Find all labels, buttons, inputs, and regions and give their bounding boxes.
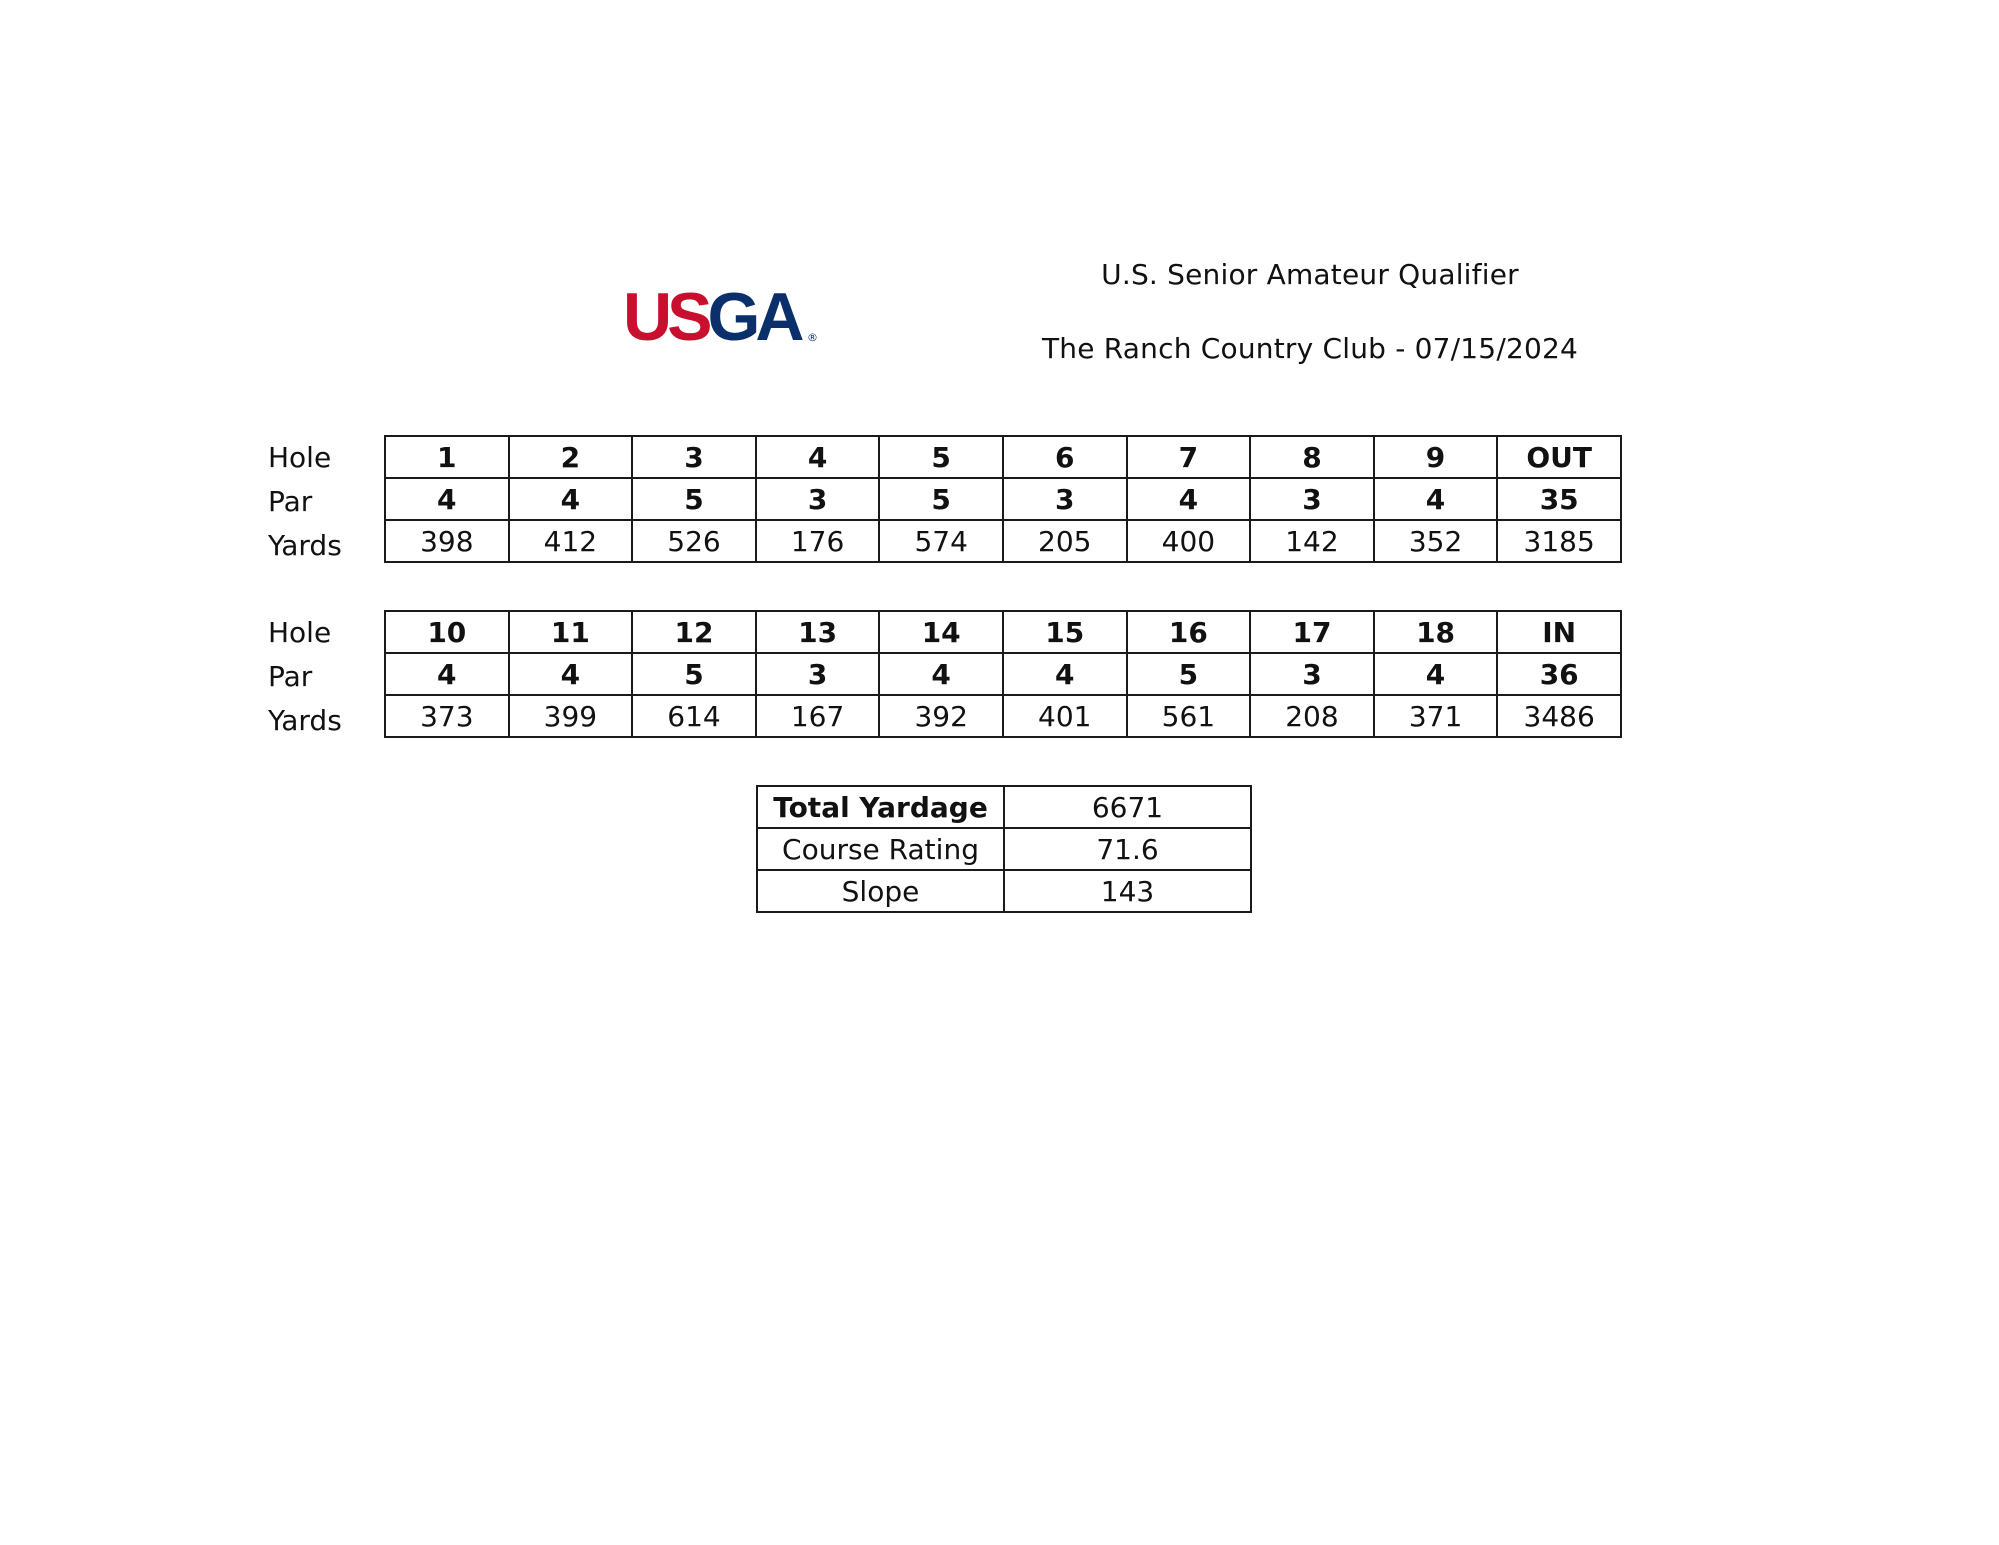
yards-value: 401	[1003, 695, 1127, 737]
par-value: 4	[385, 653, 509, 695]
back-yards-label: Yards	[268, 704, 342, 737]
yards-value: 398	[385, 520, 509, 562]
par-value: 4	[1127, 478, 1251, 520]
yards-value: 574	[879, 520, 1003, 562]
hole-number: 13	[756, 611, 880, 653]
par-value: 3	[756, 653, 880, 695]
par-value: 4	[385, 478, 509, 520]
hole-number: 10	[385, 611, 509, 653]
back-par-row	[385, 653, 1621, 695]
hole-number: 1	[385, 436, 509, 478]
par-value: 5	[632, 478, 756, 520]
yards-value: 373	[385, 695, 509, 737]
course-summary-table	[756, 785, 1252, 913]
front-par-row	[385, 478, 1621, 520]
usga-logo	[623, 278, 823, 358]
summary-row-course-rating	[757, 828, 1251, 870]
yards-value: 208	[1250, 695, 1374, 737]
hole-number: 8	[1250, 436, 1374, 478]
yards-value: 399	[509, 695, 633, 737]
usga-logo-image	[623, 278, 823, 358]
hole-number: 4	[756, 436, 880, 478]
hole-number: 7	[1127, 436, 1251, 478]
summary-row-total-yardage	[757, 786, 1251, 828]
hole-number: 17	[1250, 611, 1374, 653]
hole-number: 9	[1374, 436, 1498, 478]
par-value: 5	[632, 653, 756, 695]
hole-number: 12	[632, 611, 756, 653]
yards-value: 412	[509, 520, 633, 562]
yards-value: 352	[1374, 520, 1498, 562]
in-yards-total: 3486	[1497, 695, 1621, 737]
yards-value: 614	[632, 695, 756, 737]
hole-number: 6	[1003, 436, 1127, 478]
yards-value: 371	[1374, 695, 1498, 737]
par-value: 4	[509, 653, 633, 695]
back-hole-label: Hole	[268, 616, 332, 649]
front-par-label: Par	[268, 485, 313, 518]
par-value: 4	[1003, 653, 1127, 695]
front-yards-label: Yards	[268, 529, 342, 562]
hole-number: 5	[879, 436, 1003, 478]
yards-value: 400	[1127, 520, 1251, 562]
par-value: 4	[1374, 478, 1498, 520]
summary-row-slope	[757, 870, 1251, 912]
total-yardage-value: 6671	[1004, 786, 1251, 828]
back-hole-row	[385, 611, 1621, 653]
par-value: 5	[1127, 653, 1251, 695]
out-yards-total: 3185	[1497, 520, 1621, 562]
par-value: 3	[1003, 478, 1127, 520]
yards-value: 561	[1127, 695, 1251, 737]
front-hole-row	[385, 436, 1621, 478]
back-nine-table	[384, 610, 1622, 738]
slope-label: Slope	[757, 870, 1004, 912]
hole-number: 14	[879, 611, 1003, 653]
event-title: U.S. Senior Amateur Qualifier	[1101, 258, 1519, 291]
hole-number: 16	[1127, 611, 1251, 653]
course-rating-value: 71.6	[1004, 828, 1251, 870]
out-par-total: 35	[1497, 478, 1621, 520]
front-hole-label: Hole	[268, 441, 332, 474]
usga-logo-text	[623, 279, 803, 355]
front-yards-row	[385, 520, 1621, 562]
par-value: 3	[1250, 478, 1374, 520]
in-label: IN	[1497, 611, 1621, 653]
par-value: 4	[1374, 653, 1498, 695]
usga-logo-ga: GA	[707, 279, 800, 355]
front-nine-table	[384, 435, 1622, 563]
in-par-total: 36	[1497, 653, 1621, 695]
course-and-date: The Ranch Country Club - 07/15/2024	[1041, 332, 1579, 365]
hole-number: 15	[1003, 611, 1127, 653]
back-yards-row	[385, 695, 1621, 737]
total-yardage-label: Total Yardage	[757, 786, 1004, 828]
out-label: OUT	[1497, 436, 1621, 478]
slope-value: 143	[1004, 870, 1251, 912]
hole-number: 11	[509, 611, 633, 653]
yards-value: 526	[632, 520, 756, 562]
hole-number: 18	[1374, 611, 1498, 653]
par-value: 3	[1250, 653, 1374, 695]
par-value: 4	[509, 478, 633, 520]
registered-mark: ®	[807, 331, 818, 344]
yards-value: 167	[756, 695, 880, 737]
yards-value: 142	[1250, 520, 1374, 562]
yards-value: 205	[1003, 520, 1127, 562]
yards-value: 176	[756, 520, 880, 562]
par-value: 5	[879, 478, 1003, 520]
course-rating-label: Course Rating	[757, 828, 1004, 870]
par-value: 4	[879, 653, 1003, 695]
hole-number: 3	[632, 436, 756, 478]
usga-logo-us: US	[623, 279, 708, 355]
hole-number: 2	[509, 436, 633, 478]
yards-value: 392	[879, 695, 1003, 737]
back-par-label: Par	[268, 660, 313, 693]
par-value: 3	[756, 478, 880, 520]
